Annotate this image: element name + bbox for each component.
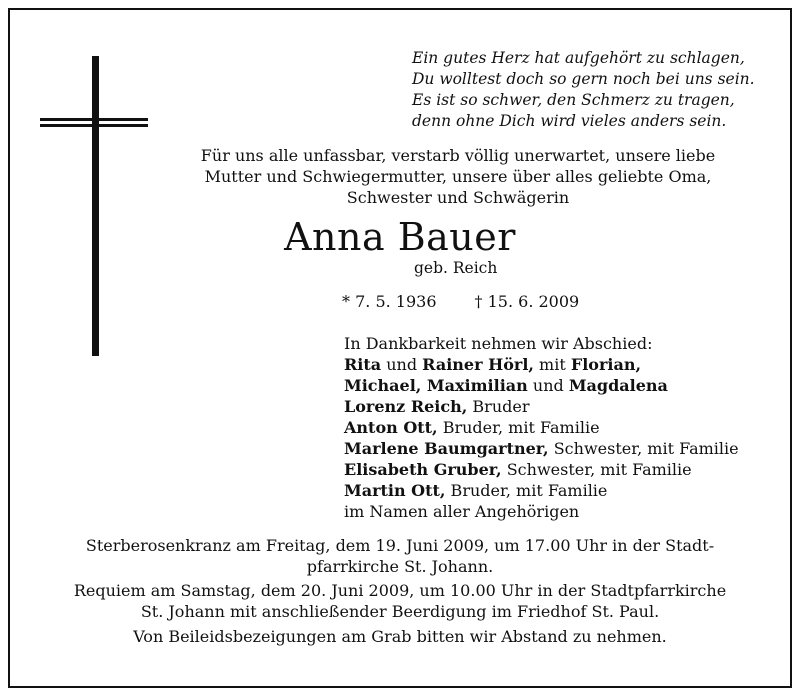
poem-line: Du wolltest doch so gern noch bei uns sein. bbox=[412, 70, 755, 88]
mourners-list bbox=[344, 333, 739, 522]
mourner-row: Anton Ott, Bruder, mit Familie bbox=[344, 418, 600, 437]
rosary-line: pfarrkirche St. Johann. bbox=[306, 557, 494, 576]
death-date: † 15. 6. 2009 bbox=[474, 292, 580, 311]
intro-line: Mutter und Schwiegermutter, unsere über alles geliebte Oma, bbox=[204, 167, 712, 186]
poem bbox=[412, 48, 772, 132]
life-dates bbox=[342, 292, 617, 311]
deceased-name: Anna Bauer bbox=[284, 215, 516, 259]
mourners-lead: In Dankbarkeit nehmen wir Abschied: bbox=[344, 334, 653, 353]
mourner-row: Rita und Rainer Hörl, mit Florian, bbox=[344, 355, 642, 374]
mourner-row: Marlene Baumgartner, Schwester, mit Familie bbox=[344, 439, 739, 458]
birth-date: * 7. 5. 1936 bbox=[342, 292, 437, 311]
condolence-notice: Von Beileidsbezeigungen am Grab bitten wir Abstand zu nehmen. bbox=[133, 627, 667, 646]
intro-text bbox=[168, 145, 748, 208]
mourner-row: Lorenz Reich, Bruder bbox=[344, 397, 530, 416]
poem-line: Ein gutes Herz hat aufgehört zu schlagen, bbox=[412, 49, 745, 67]
requiem-line: St. Johann mit anschließender Beerdigung im Friedhof St. Paul. bbox=[140, 602, 660, 621]
intro-line: Schwester und Schwägerin bbox=[346, 188, 570, 207]
mourner-row: Michael, Maximilian und Magdalena bbox=[344, 376, 668, 395]
maiden-name: geb. Reich bbox=[414, 259, 498, 277]
rosary-line: Sterberosenkranz am Freitag, dem 19. Juni 2009, um 17.00 Uhr in der Stadt- bbox=[85, 536, 715, 555]
poem-line: Es ist so schwer, den Schmerz zu tragen, bbox=[412, 91, 735, 109]
mourner-row: Martin Ott, Bruder, mit Familie bbox=[344, 481, 608, 500]
requiem-notice bbox=[20, 580, 780, 622]
intro-line: Für uns alle unfassbar, verstarb völlig unerwartet, unsere liebe bbox=[200, 146, 716, 165]
mourner-row: Elisabeth Gruber, Schwester, mit Familie bbox=[344, 460, 692, 479]
mourners-closing: im Namen aller Angehörigen bbox=[344, 502, 580, 521]
poem-line: denn ohne Dich wird vieles anders sein. bbox=[412, 112, 727, 130]
requiem-line: Requiem am Samstag, dem 20. Juni 2009, um 10.00 Uhr in der Stadtpfarrkirche bbox=[73, 581, 727, 600]
rosary-notice bbox=[20, 535, 780, 577]
